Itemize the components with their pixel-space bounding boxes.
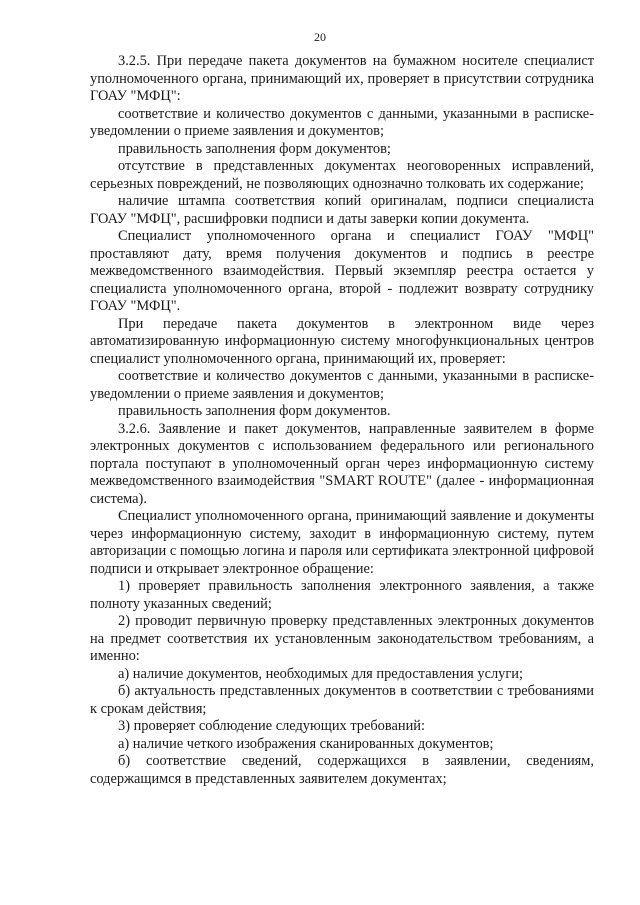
paragraph-electronic-transfer: При передаче пакета документов в электронном виде через автоматизированную информационную систему многофункциональных центров специалист уполномоченного органа, принимающий их, проверяет: xyxy=(90,315,594,367)
paragraph-check-corrections: отсутствие в представленных документах неоговоренных исправлений, серьезных повреждений, не позволяющих однозначно толковать их содержание; xyxy=(90,158,594,192)
paragraph-check-forms: правильность заполнения форм документов; xyxy=(118,140,391,157)
list-item-3b: б) соответствие сведений, содержащихся в заявлении, сведениям, содержащимся в представленных заявителем документах; xyxy=(90,753,594,787)
list-item-3: 3) проверяет соблюдение следующих требований: xyxy=(118,718,425,734)
paragraph-check-stamp: наличие штампа соответствия копий оригиналам, подписи специалиста ГОАУ "МФЦ", расшифровки подписи и даты заверки копии документа. xyxy=(90,193,594,227)
paragraph-3-2-6: 3.2.6. Заявление и пакет документов, направленные заявителем в форме электронных документов с использованием федерального или регионального портала поступают в уполномоченный орган через информационную систему межведомственного взаимодействия "SMART ROUTE" (далее - информационная система). xyxy=(90,420,594,507)
paragraph-check-quantity: соответствие и количество документов с данными, указанными в расписке-уведомлении о приеме заявления и документов; xyxy=(90,105,594,139)
paragraph-registry: Специалист уполномоченного органа и специалист ГОАУ "МФЦ" проставляют дату, время получения документов и подпись в реестре межведомственного взаимодействия. Первый экземпляр реестра остается у специалиста уполномоченного органа, второй - подлежит возврату сотруднику ГОАУ "МФЦ". xyxy=(90,228,594,314)
document-body xyxy=(90,53,594,788)
list-item-2b: б) актуальность представленных документов в соответствии с требованиями к срокам действия; xyxy=(90,683,594,717)
list-item-1: 1) проверяет правильность заполнения электронного заявления, а также полноту указанных сведений; xyxy=(90,578,594,612)
list-item-2: 2) проводит первичную проверку представленных электронных документов на предмет соответствия их установленным законодательством требованиям, а именно: xyxy=(90,613,594,664)
list-item-3a: а) наличие четкого изображения сканированных документов; xyxy=(118,735,494,752)
paragraph-specialist-access: Специалист уполномоченного органа, принимающий заявление и документы через информационную систему, заходит в информационную систему, путем авторизации с помощью логина и пароля или сертификата электронной цифровой подписи и открывает электронное обращение: xyxy=(90,508,594,577)
paragraph-electronic-check-forms: правильность заполнения форм документов. xyxy=(118,403,391,419)
paragraph-3-2-5: 3.2.5. При передаче пакета документов на бумажном носителе специалист уполномоченного органа, принимающий их, проверяет в присутствии сотрудника ГОАУ "МФЦ": xyxy=(90,53,594,104)
paragraph-electronic-check-quantity: соответствие и количество документов с данными, указанными в расписке-уведомлении о приеме заявления и документов; xyxy=(90,368,594,402)
page-number: 20 xyxy=(314,30,326,44)
list-item-2a: а) наличие документов, необходимых для предоставления услуги; xyxy=(118,665,523,682)
